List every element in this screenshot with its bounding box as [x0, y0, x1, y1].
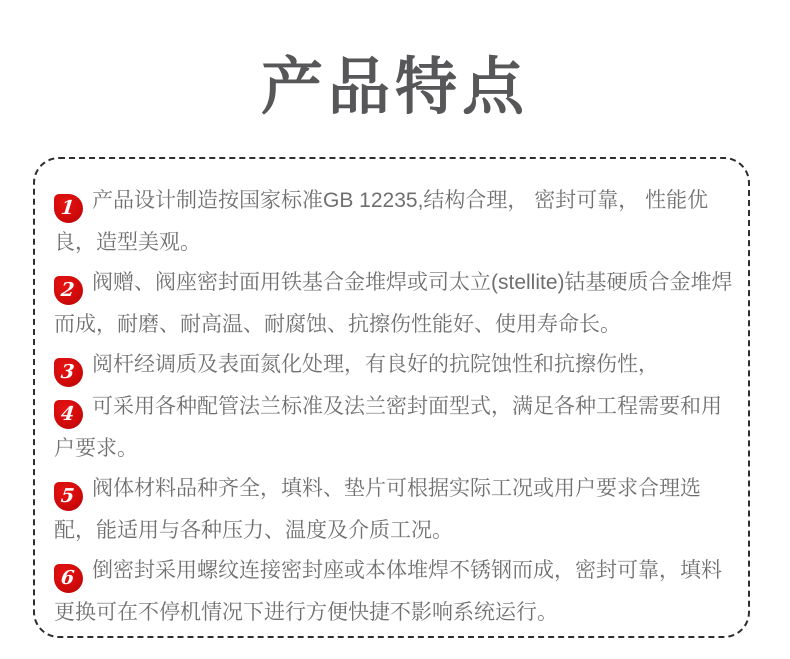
feature-text: 阀赠、阀座密封面用铁基合金堆焊或司太立(stellite)钴基硬质合金堆焊而成，耐磨、耐高温、耐腐蚀、抗擦伤性能好、使用寿命长。	[54, 271, 733, 336]
feature-text: 可采用各种配管法兰标准及法兰密封面型式，满足各种工程需要和用户要求。	[54, 395, 722, 460]
numbered-badge	[54, 358, 83, 387]
feature-item	[54, 551, 740, 633]
badge-number: 5	[59, 485, 76, 507]
feature-text: 阀体材料品种齐全，填料、垫片可根据实际工况或用户要求合理选配，能适用与各种压力、温度及介质工况。	[54, 477, 701, 542]
features-list	[54, 181, 740, 633]
feature-item	[54, 263, 740, 345]
feature-text: 阅杆经调质及表面氮化处理，有良好的抗院蚀性和抗擦伤性，	[92, 353, 659, 376]
numbered-badge	[54, 194, 83, 223]
feature-text: 产品设计制造按国家标准GB 12235,结构合理， 密封可靠， 性能优良，造型美观。	[54, 189, 709, 254]
badge-number: 1	[59, 197, 76, 219]
badge-number: 4	[59, 403, 76, 425]
feature-item	[54, 469, 740, 551]
numbered-badge	[54, 276, 83, 305]
numbered-badge	[54, 482, 83, 511]
feature-item	[54, 387, 740, 469]
badge-number: 2	[59, 279, 76, 301]
page-title: 产品特点	[260, 53, 529, 122]
badge-number: 3	[59, 361, 76, 383]
feature-text: 倒密封采用螺纹连接密封座或本体堆焊不锈钢而成，密封可靠，填料更换可在不停机情况下进行方便快捷不影响系统运行。	[54, 559, 722, 624]
feature-item	[54, 181, 740, 263]
badge-number: 6	[59, 567, 76, 589]
feature-item	[54, 345, 740, 387]
numbered-badge	[54, 400, 83, 429]
numbered-badge	[54, 564, 83, 593]
features-dashed-box	[33, 157, 750, 638]
